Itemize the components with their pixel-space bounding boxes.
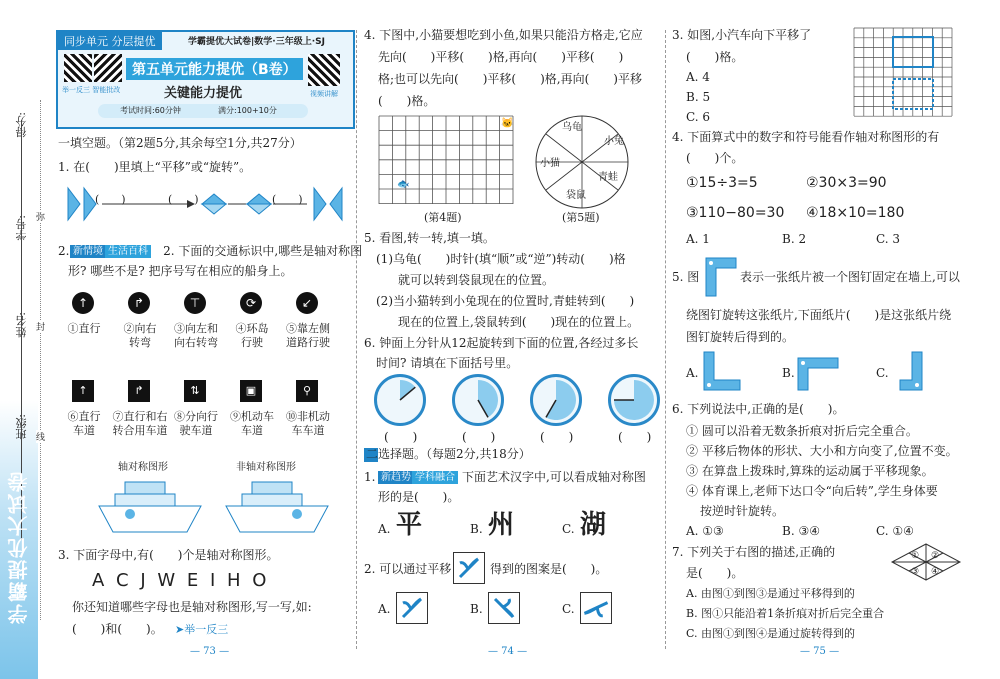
page-number: — 75 — xyxy=(800,646,840,657)
q3-link-similar[interactable]: ➤举一反三 xyxy=(175,623,229,636)
qr-code-left-2[interactable] xyxy=(94,54,122,82)
q4-line2: 先向( )平移( )格,再向( )平移( ) xyxy=(378,50,624,64)
paper-figure-source xyxy=(704,256,738,298)
lane-label: ⑦直行和右 xyxy=(112,410,168,423)
fig4-caption: (第4题) xyxy=(424,211,462,224)
q2-option-key[interactable]: A. xyxy=(378,602,391,616)
r-q4-opt-b[interactable]: B. 2 xyxy=(782,232,807,246)
q1-badge-trend: 新趋势 xyxy=(378,471,414,484)
class-label: 班级: xyxy=(15,414,28,440)
paper-option-a[interactable] xyxy=(702,350,742,392)
lane-label: 车道 xyxy=(241,424,263,437)
r-q6-item1: ① 圆可以沿着无数条折痕对折后完全重合。 xyxy=(686,424,918,438)
r-q7-opt-c[interactable]: C. 由图①到图④是通过旋转得到的 xyxy=(686,627,856,640)
r-q7-opt-b[interactable]: B. 图①只能沿着1条折痕对折后完全重合 xyxy=(686,607,885,620)
r-q6-title: 6. 下列说法中,正确的是( )。 xyxy=(672,402,845,416)
r-q4-line2: ( )个。 xyxy=(686,151,744,165)
qr-code-right[interactable] xyxy=(308,54,340,86)
q2-line1-text: 2. 下面的交通标识中,哪些是轴对称图 xyxy=(163,244,363,258)
r-q5-line1b: 表示一张纸片被一个图钉固定在墙上,可以 xyxy=(740,270,960,284)
r-q3-line1: 3. 如图,小汽车向下平移了 xyxy=(672,28,812,42)
cut-mark: 线 xyxy=(36,430,45,443)
q1-blank[interactable]: ( ) xyxy=(272,193,303,206)
section2-title: 二选择题。（每题2分,共18分） xyxy=(366,447,531,461)
q6-line1: 6. 钟面上分针从12起旋转到下面的位置,各经过多长 xyxy=(364,336,639,350)
q1-option-key[interactable]: A. xyxy=(378,522,391,536)
q1-line2: 形的是( )。 xyxy=(378,490,460,504)
header-tag: 同步单元 分层提优 xyxy=(58,32,162,50)
r-q3-opt-a[interactable]: A. 4 xyxy=(686,70,710,84)
unit-header xyxy=(56,30,355,129)
boat-right-label: 非轴对称图形 xyxy=(236,462,296,473)
page-number: — 74 — xyxy=(488,646,528,657)
q1-blank[interactable]: ( ) xyxy=(168,193,199,206)
clock-hands xyxy=(455,377,501,423)
qr-right-caption: 视频讲解 xyxy=(310,90,338,98)
qr-left-caption: 举一反三 智能批改 xyxy=(62,86,121,94)
clock-face xyxy=(452,374,504,426)
id-label: 学号: xyxy=(15,215,28,241)
lane-sign-icon-10: ⚲ xyxy=(296,380,318,402)
clock-hands xyxy=(611,377,657,423)
paper-option-b[interactable] xyxy=(796,356,840,392)
r-q4-item4: ④18×10=180 xyxy=(806,205,905,221)
svg-text:🐟: 🐟 xyxy=(397,179,410,190)
q5-1b: 就可以转到袋鼠现在的位置。 xyxy=(398,273,555,287)
clock-hands xyxy=(377,377,423,423)
q5-2a: (2)当小猫转到小兔现在的位置时,青蛙转到( ) xyxy=(376,294,635,308)
diamond-label: ③ xyxy=(911,567,920,577)
diamond-label: ① xyxy=(911,551,920,561)
q1-option-char[interactable]: 平 xyxy=(396,510,423,540)
time-info: 考试时间:60分钟 xyxy=(120,106,181,115)
r-q6-opt-b[interactable]: B. ③④ xyxy=(782,524,820,538)
svg-text:🐱: 🐱 xyxy=(501,118,514,129)
page-number: — 73 — xyxy=(190,646,230,657)
q2-option-key[interactable]: B. xyxy=(470,602,483,616)
r-q7-opt-a[interactable]: A. 由图①到图③是通过平移得到的 xyxy=(686,587,855,600)
sign-label: 向右转弯 xyxy=(174,336,218,349)
r-q6-item3: ③ 在算盘上拨珠时,算珠的运动属于平移现象。 xyxy=(686,464,934,478)
lane-label: ⑨机动车 xyxy=(230,410,274,423)
q4-line1: 4. 下图中,小猫要想吃到小鱼,如果只能沿方格走,它应 xyxy=(364,28,643,42)
r-q3-opt-c[interactable]: C. 6 xyxy=(686,110,711,124)
wheel-label-cat: 小猫 xyxy=(540,158,560,169)
q4-line4: ( )格。 xyxy=(378,94,436,108)
r-q5-opt-b[interactable]: B. xyxy=(782,366,795,380)
q1-text: 1. 在( )里填上“平移”或“旋转”。 xyxy=(58,160,252,174)
lane-label: ⑩非机动 xyxy=(286,410,330,423)
wheel-label-frog: 青蛙 xyxy=(598,172,618,183)
r-q5-line2: 绕图钉旋转这张纸片,下面纸片( )是这张纸片绕 xyxy=(686,308,952,322)
score-label: 得分: xyxy=(15,112,28,138)
q5-2b: 现在的位置上,袋鼠转到( )现在的位置上。 xyxy=(398,315,640,329)
r-q4-item1: ①15÷3=5 xyxy=(686,175,758,191)
r-q6-item2: ② 平移后物体的形状、大小和方向变了,位置不变。 xyxy=(686,444,958,458)
r-q3-line2: ( )格。 xyxy=(686,50,744,64)
sign-label: ③向左和 xyxy=(174,322,218,335)
r-q5-line3: 图钉旋转后得到的。 xyxy=(686,330,795,344)
q5-text: 5. 看图,转一转,填一填。 xyxy=(364,231,495,245)
qr-code-left[interactable] xyxy=(64,54,92,82)
r-q3-opt-b[interactable]: B. 5 xyxy=(686,90,711,104)
lane-sign-icon-9: ▣ xyxy=(240,380,262,402)
sign-icon-2: ↱ xyxy=(128,292,150,314)
r-q6-item4: ④ 体育课上,老师下达口令“向后转”,学生身体要 xyxy=(686,484,938,498)
q6-line2: 时间? 请填在下面括号里。 xyxy=(376,356,519,370)
lane-sign-icon-7: ↱ xyxy=(128,380,150,402)
clock-face xyxy=(608,374,660,426)
swept-area xyxy=(546,380,576,420)
lane-label: ⑧分向行 xyxy=(174,410,218,423)
r-q6-opt-a[interactable]: A. ①③ xyxy=(686,524,724,538)
wheel-label-rabbit: 小兔 xyxy=(604,136,624,147)
sign-label: ⑤靠左侧 xyxy=(286,322,330,335)
q1-badge-topic: 学科融合 xyxy=(412,471,458,484)
r-q4-line1: 4. 下面算式中的数字和符号能看作轴对称图形的有 xyxy=(672,130,940,144)
q2-badge-new: 新情境 xyxy=(70,245,106,258)
clock-face xyxy=(530,374,582,426)
brand-vertical: 学霸提优大试卷 xyxy=(7,470,31,624)
lane-sign-icon-8: ⇅ xyxy=(184,380,206,402)
sign-label: ②向右 xyxy=(123,322,157,335)
q2-text-a: 2. 可以通过平移 xyxy=(364,562,452,576)
q2-line2: 形? 哪些不是? 把序号写在相应的船身上。 xyxy=(68,264,293,278)
r-q4-opt-c[interactable]: C. 3 xyxy=(876,232,901,246)
q2-option-key[interactable]: C. xyxy=(562,602,575,616)
q2-option-leaf[interactable] xyxy=(580,592,612,624)
q3-text: 3. 下面字母中,有( )个是轴对称图形。 xyxy=(58,548,279,562)
r-q4-item2: ②30×3=90 xyxy=(806,175,887,191)
q1-option-key[interactable]: C. xyxy=(562,522,575,536)
leaf-pattern-source xyxy=(453,552,485,584)
r-q4-item3: ③110−80=30 xyxy=(686,205,785,221)
q1-text: 下面艺术汉字中,可以看成轴对称图 xyxy=(462,470,646,484)
cut-mark: 弥 xyxy=(36,210,45,223)
lane-label: 转合用车道 xyxy=(112,424,168,437)
boat-left-label: 轴对称图形 xyxy=(118,462,168,473)
sub-title: 关键能力提优 xyxy=(164,86,243,101)
cut-line xyxy=(40,100,41,620)
q1-num: 1. xyxy=(364,470,376,484)
boat-non-symmetric[interactable] xyxy=(222,476,332,536)
r-q6-opt-c[interactable]: C. ①④ xyxy=(876,524,914,538)
q1-option-char[interactable]: 州 xyxy=(488,510,515,540)
clock-answer-blank[interactable]: ( ) xyxy=(384,430,418,444)
section1-title: 一填空题。（第2题5分,其余每空1分,共27分） xyxy=(58,136,302,150)
paper-option-c[interactable] xyxy=(898,350,924,392)
q2-text-b: 得到的图案是( )。 xyxy=(490,562,608,576)
q2-option-leaf[interactable] xyxy=(396,592,428,624)
wheel-label-kangaroo: 袋鼠 xyxy=(566,190,586,201)
clock-answer-blank[interactable]: ( ) xyxy=(462,430,496,444)
sign-icon-5: ↙ xyxy=(296,292,318,314)
q3-line2: 你还知道哪些字母也是轴对称图形,写一写,如: xyxy=(72,600,312,614)
q1-option-char[interactable]: 湖 xyxy=(580,510,607,540)
sign-label: ①直行 xyxy=(67,322,101,335)
wheel-label-turtle: 乌龟 xyxy=(562,122,582,133)
lane-sign-icon-6: ↑ xyxy=(72,380,94,402)
clock-face xyxy=(374,374,426,426)
lane-label: 车车道 xyxy=(291,424,325,437)
diamond-label: ② xyxy=(931,551,940,561)
r-q6-item5: 按逆时针旋转。 xyxy=(700,504,785,518)
r-q4-opt-a[interactable]: A. 1 xyxy=(686,232,710,246)
sign-label: ④环岛 xyxy=(235,322,269,335)
q4-line3: 格;也可以先向( )平移( )格,再向( )平移 xyxy=(378,72,642,86)
r-q5-line1a: 5. 图 xyxy=(672,270,700,284)
lane-label: 驶车道 xyxy=(179,424,213,437)
column-divider xyxy=(356,30,357,649)
lane-label: ⑥直行 xyxy=(67,410,101,423)
q2-option-leaf[interactable] xyxy=(488,592,520,624)
sign-label: 道路行驶 xyxy=(286,336,330,349)
clock-answer-blank[interactable]: ( ) xyxy=(618,430,652,444)
q2-line1 xyxy=(60,244,362,259)
q1-option-key[interactable]: B. xyxy=(470,522,483,536)
sign-label: 转弯 xyxy=(129,336,151,349)
swept-area xyxy=(478,380,498,417)
q5-1a: (1)乌龟( )时针(填“顺”或“逆”)转动( )格 xyxy=(376,252,626,266)
sign-icon-4: ⟳ xyxy=(240,292,262,314)
header-series: 学霸提优大试卷|数学·三年级上·SJ xyxy=(188,37,325,47)
lane-label: 车道 xyxy=(73,424,95,437)
fig5-caption: (第5题) xyxy=(562,211,600,224)
column-divider xyxy=(665,30,666,649)
clock-hands xyxy=(533,377,579,423)
binding-margin xyxy=(0,0,48,679)
r-q7-line1: 7. 下列关于右图的描述,正确的 xyxy=(672,545,836,559)
r-q5-opt-c[interactable]: C. xyxy=(876,366,889,380)
r-q5-opt-a[interactable]: A. xyxy=(686,366,699,380)
q2-number: 2. xyxy=(58,244,70,258)
name-label: 姓名: xyxy=(15,312,28,338)
q1-blank[interactable]: ( ) xyxy=(95,193,126,206)
q3-letters: A C J W E I H O xyxy=(92,570,270,591)
diamond-figure xyxy=(890,542,962,582)
unit-title: 第五单元能力提优（B卷） xyxy=(126,58,303,80)
r-q7-line2: 是( )。 xyxy=(686,566,744,580)
sign-icon-3: ⊤ xyxy=(184,292,206,314)
car-grid xyxy=(853,27,953,117)
cut-mark: 封 xyxy=(36,320,45,333)
q3-line3[interactable]: ( )和( )。 xyxy=(72,622,163,636)
boat-axis-symmetric[interactable] xyxy=(95,476,205,536)
q2-badge-topic: 生活百科 xyxy=(105,245,151,258)
score-info: 满分:100+10分 xyxy=(218,106,277,115)
sign-icon-1: ↑ xyxy=(72,292,94,314)
sign-label: 行驶 xyxy=(241,336,263,349)
diamond-label: ④ xyxy=(931,567,940,577)
clock-answer-blank[interactable]: ( ) xyxy=(540,430,574,444)
q4-grid xyxy=(377,114,517,206)
